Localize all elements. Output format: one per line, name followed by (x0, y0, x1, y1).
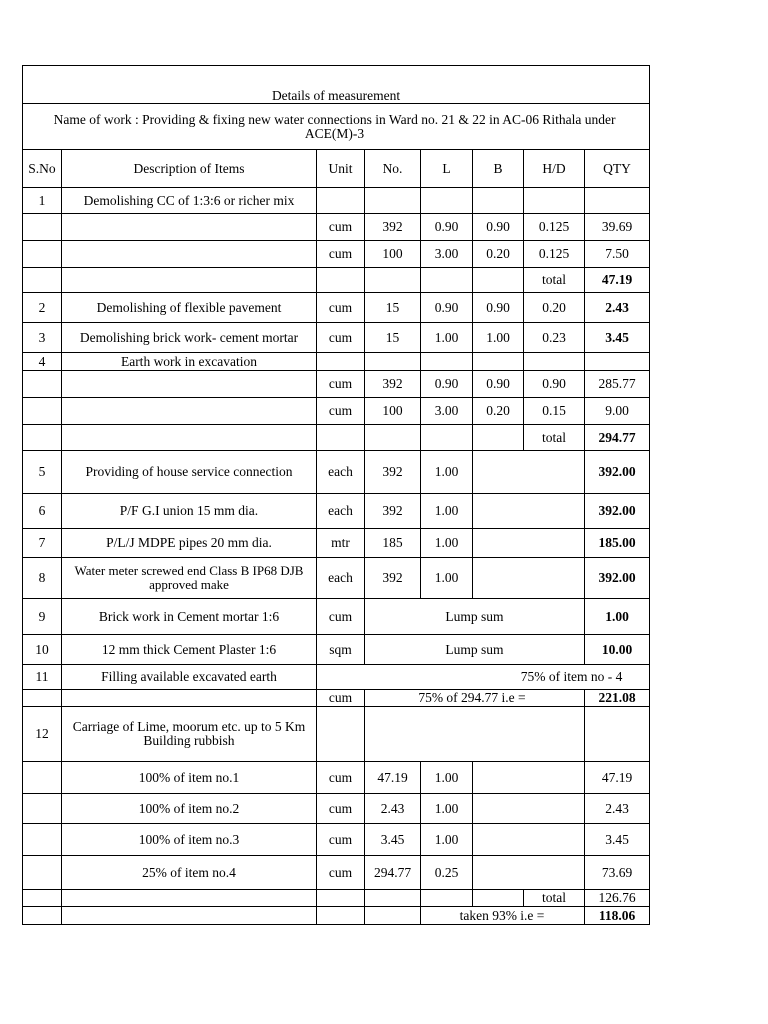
item-sno: 9 (23, 599, 62, 635)
item-sno: 3 (23, 323, 62, 353)
item-unit: cum (317, 214, 365, 241)
item-description: 100% of item no.3 (62, 824, 317, 856)
item-b: 0.90 (473, 371, 524, 398)
table-row (23, 529, 650, 558)
item-unit: cum (317, 824, 365, 856)
item-unit: each (317, 558, 365, 599)
item-no: 3.45 (365, 824, 421, 856)
item-l: 0.90 (421, 371, 473, 398)
item-unit: each (317, 451, 365, 494)
header-hd: H/D (524, 150, 585, 188)
item-description: Providing of house service connection (62, 451, 317, 494)
item-qty: 221.08 (585, 690, 650, 707)
item-qty: 392.00 (585, 494, 650, 529)
item-no: 294.77 (365, 856, 421, 890)
header-b: B (473, 150, 524, 188)
table-row (23, 353, 650, 371)
item-qty: 285.77 (585, 371, 650, 398)
item-no: 185 (365, 529, 421, 558)
item-calc: 75% of 294.77 i.e = (365, 690, 585, 707)
item-description: P/L/J MDPE pipes 20 mm dia. (62, 529, 317, 558)
item-unit: sqm (317, 635, 365, 665)
total-value: 294.77 (585, 425, 650, 451)
item-description: Demolishing of flexible pavement (62, 293, 317, 323)
table-row (23, 665, 650, 690)
item-no: 392 (365, 451, 421, 494)
item-hd: 0.20 (524, 293, 585, 323)
header-no: No. (365, 150, 421, 188)
item-b: 1.00 (473, 323, 524, 353)
item-b: 0.90 (473, 293, 524, 323)
item-qty: 39.69 (585, 214, 650, 241)
item-no: 47.19 (365, 762, 421, 794)
item-sno: 6 (23, 494, 62, 529)
item-l: 1.00 (421, 824, 473, 856)
table-row (23, 635, 650, 665)
item-no: 2.43 (365, 794, 421, 824)
item-unit: cum (317, 690, 365, 707)
item-unit: mtr (317, 529, 365, 558)
item-hd: 0.23 (524, 323, 585, 353)
item-l: 3.00 (421, 398, 473, 425)
item-sno: 7 (23, 529, 62, 558)
header-l: L (421, 150, 473, 188)
item-qty: 2.43 (585, 794, 650, 824)
item-sno: 10 (23, 635, 62, 665)
item-l: 1.00 (421, 451, 473, 494)
header-description: Description of Items (62, 150, 317, 188)
table-row (23, 707, 650, 762)
item-qty: 185.00 (585, 529, 650, 558)
item-description: Earth work in excavation (62, 353, 317, 371)
name-of-work-row (23, 104, 650, 150)
item-unit: cum (317, 762, 365, 794)
item-l: 1.00 (421, 794, 473, 824)
total-value: 126.76 (585, 890, 650, 907)
name-of-work: Name of work : Providing & fixing new water connections in Ward no. 21 & 22 in AC-06 Rithala under ACE(M)-3 (23, 104, 650, 150)
item-hd: 0.125 (524, 214, 585, 241)
table-row (23, 690, 650, 707)
lump-sum-label: Lump sum (365, 599, 585, 635)
item-l: 1.00 (421, 494, 473, 529)
total-label: total (524, 890, 585, 907)
item-qty: 3.45 (585, 824, 650, 856)
table-row (23, 398, 650, 425)
item-sno: 11 (23, 665, 62, 690)
item-b: 0.90 (473, 214, 524, 241)
item-sno: 1 (23, 188, 62, 214)
item-qty: 392.00 (585, 558, 650, 599)
item-qty: 47.19 (585, 762, 650, 794)
table-row (23, 371, 650, 398)
item-unit: each (317, 494, 365, 529)
item-description: 100% of item no.2 (62, 794, 317, 824)
item-l: 0.90 (421, 214, 473, 241)
item-sno: 4 (23, 353, 62, 371)
table-row (23, 824, 650, 856)
sheet-title: Details of measurement (23, 66, 650, 104)
item-qty: 9.00 (585, 398, 650, 425)
item-no: 100 (365, 398, 421, 425)
item-b: 0.20 (473, 241, 524, 268)
item-hd: 0.90 (524, 371, 585, 398)
table-row (23, 494, 650, 529)
table-row (23, 558, 650, 599)
item-note: 75% of item no - 4 (317, 665, 650, 690)
item-unit: cum (317, 293, 365, 323)
item-no: 100 (365, 241, 421, 268)
item-no: 392 (365, 558, 421, 599)
item-description: 12 mm thick Cement Plaster 1:6 (62, 635, 317, 665)
item-qty: 3.45 (585, 323, 650, 353)
table-row (23, 794, 650, 824)
item-unit: cum (317, 599, 365, 635)
header-sno: S.No (23, 150, 62, 188)
total-row (23, 425, 650, 451)
item-sno: 8 (23, 558, 62, 599)
item-qty: 7.50 (585, 241, 650, 268)
item-l: 0.25 (421, 856, 473, 890)
item-l: 1.00 (421, 762, 473, 794)
item-qty: 10.00 (585, 635, 650, 665)
taken-row (23, 907, 650, 925)
item-sno: 12 (23, 707, 62, 762)
item-unit: cum (317, 398, 365, 425)
item-l: 0.90 (421, 293, 473, 323)
item-l: 3.00 (421, 241, 473, 268)
table-row (23, 856, 650, 890)
taken-label: taken 93% i.e = (421, 907, 585, 925)
item-description: Brick work in Cement mortar 1:6 (62, 599, 317, 635)
total-value: 47.19 (585, 268, 650, 293)
item-b: 0.20 (473, 398, 524, 425)
item-qty: 392.00 (585, 451, 650, 494)
item-unit: cum (317, 371, 365, 398)
total-label: total (524, 268, 585, 293)
item-unit: cum (317, 241, 365, 268)
table-row (23, 762, 650, 794)
item-description: Water meter screwed end Class B IP68 DJB approved make (62, 558, 317, 599)
total-row (23, 890, 650, 907)
item-hd: 0.125 (524, 241, 585, 268)
table-row (23, 214, 650, 241)
item-description: 100% of item no.1 (62, 762, 317, 794)
header-qty: QTY (585, 150, 650, 188)
item-l: 1.00 (421, 529, 473, 558)
table-row (23, 293, 650, 323)
item-no: 15 (365, 293, 421, 323)
item-description: Filling available excavated earth (62, 665, 317, 690)
item-unit: cum (317, 794, 365, 824)
taken-value: 118.06 (585, 907, 650, 925)
item-no: 15 (365, 323, 421, 353)
item-sno: 5 (23, 451, 62, 494)
measurement-table (22, 65, 650, 925)
item-no: 392 (365, 494, 421, 529)
total-label: total (524, 425, 585, 451)
total-row (23, 268, 650, 293)
item-description: 25% of item no.4 (62, 856, 317, 890)
table-row (23, 241, 650, 268)
item-hd: 0.15 (524, 398, 585, 425)
item-description: Demolishing brick work- cement mortar (62, 323, 317, 353)
item-description: Carriage of Lime, moorum etc. up to 5 Km Building rubbish (62, 707, 317, 762)
header-row (23, 150, 650, 188)
item-description: P/F G.I union 15 mm dia. (62, 494, 317, 529)
item-l: 1.00 (421, 323, 473, 353)
item-description: Demolishing CC of 1:3:6 or richer mix (62, 188, 317, 214)
item-unit: cum (317, 323, 365, 353)
table-row (23, 188, 650, 214)
item-sno: 2 (23, 293, 62, 323)
header-unit: Unit (317, 150, 365, 188)
item-l: 1.00 (421, 558, 473, 599)
table-row (23, 599, 650, 635)
table-row (23, 451, 650, 494)
item-qty: 1.00 (585, 599, 650, 635)
item-unit: cum (317, 856, 365, 890)
title-row (23, 66, 650, 104)
item-no: 392 (365, 371, 421, 398)
item-no: 392 (365, 214, 421, 241)
table-row (23, 323, 650, 353)
item-qty: 73.69 (585, 856, 650, 890)
lump-sum-label: Lump sum (365, 635, 585, 665)
item-qty: 2.43 (585, 293, 650, 323)
